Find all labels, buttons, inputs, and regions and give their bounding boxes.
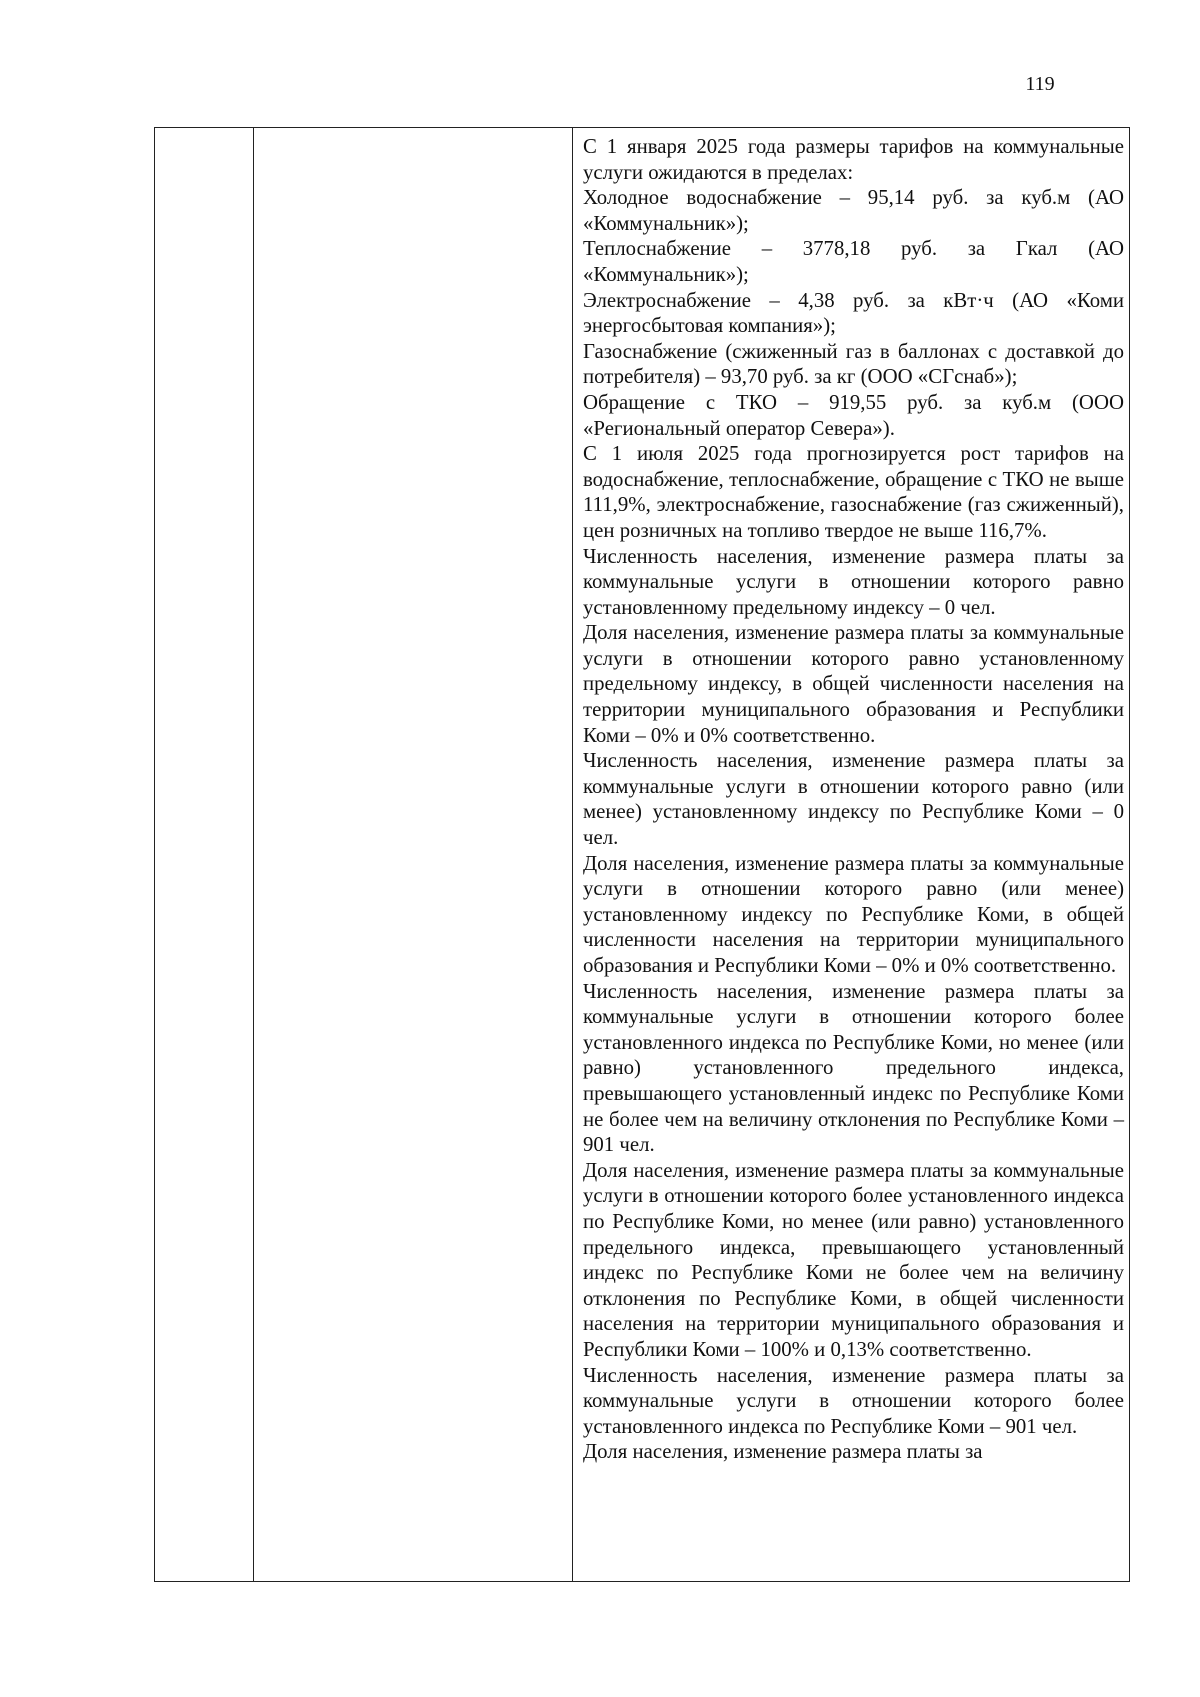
paragraph: Газоснабжение (сжиженный газ в баллонах с доставкой до потребителя) – 93,70 руб. за кг (ООО «СГснаб»); bbox=[583, 339, 1124, 389]
table-column-1 bbox=[155, 128, 254, 1581]
paragraph: Холодное водоснабжение – 95,14 руб. за куб.м (АО «Коммунальник»); bbox=[583, 186, 1124, 235]
paragraph: Доля населения, изменение размера платы за коммунальные услуги в отношении которого равно (или менее) установленному индексу по Республике Коми, в общей численности населения на территории муниципального образования и Республики Коми – 0% и 0% соответственно. bbox=[583, 851, 1124, 977]
paragraph: Численность населения, изменение размера платы за коммунальные услуги в отношении которого равно установленному предельному индексу – 0 чел. bbox=[583, 544, 1124, 619]
paragraph: Электроснабжение – 4,38 руб. за кВт·ч (АО «Коми энергосбытовая компания»); bbox=[583, 288, 1124, 338]
paragraph: Доля населения, изменение размера платы за коммунальные услуги в отношении которого равно установленному предельному индексу, в общей численности населения на территории муниципального образования и Республики Коми – 0% и 0% соответственно. bbox=[583, 621, 1124, 747]
paragraph: С 1 января 2025 года размеры тарифов на коммунальные услуги ожидаются в пределах: bbox=[583, 135, 1124, 184]
document-table bbox=[154, 127, 1130, 1582]
paragraph: Теплоснабжение – 3778,18 руб. за Гкал (АО «Коммунальник»); bbox=[583, 237, 1124, 286]
table-column-2 bbox=[254, 128, 573, 1581]
paragraph: Доля населения, изменение размера платы за bbox=[583, 1440, 983, 1464]
paragraph: С 1 июля 2025 года прогнозируется рост тарифов на водоснабжение, теплоснабжение, обращение с ТКО не выше 111,9%, электроснабжение, газоснабжение (газ сжиженный), цен розничных на топливо твердое не выше 116,7%. bbox=[583, 442, 1124, 542]
paragraph: Численность населения, изменение размера платы за коммунальные услуги в отношении которого более установленного индекса по Республике Коми, но менее (или равно) установленного предельного индекса, превышающего установленный индекс по Республике Коми не более чем на величину отклонения по Республике Коми – 901 чел. bbox=[583, 979, 1124, 1157]
paragraph: Обращение с ТКО – 919,55 руб. за куб.м (ООО «Региональный оператор Севера»). bbox=[583, 390, 1124, 440]
page-number: 119 bbox=[1025, 73, 1055, 95]
paragraph: Численность населения, изменение размера платы за коммунальные услуги в отношении которого более установленного индекса по Республике Коми – 901 чел. bbox=[583, 1363, 1124, 1438]
paragraph: Доля населения, изменение размера платы за коммунальные услуги в отношении которого более установленного индекса по Республике Коми, но менее (или равно) установленного предельного индекса, превышающего установленный индекс по Республике Коми не более чем на величину отклонения по Республике Коми, в общей численности населения на территории муниципального образования и Республики Коми – 100% и 0,13% соответственно. bbox=[583, 1158, 1124, 1361]
paragraph: Численность населения, изменение размера платы за коммунальные услуги в отношении которого равно (или менее) установленному индексу по Республике Коми – 0 чел. bbox=[583, 749, 1124, 850]
table-column-3 bbox=[573, 128, 1129, 1581]
